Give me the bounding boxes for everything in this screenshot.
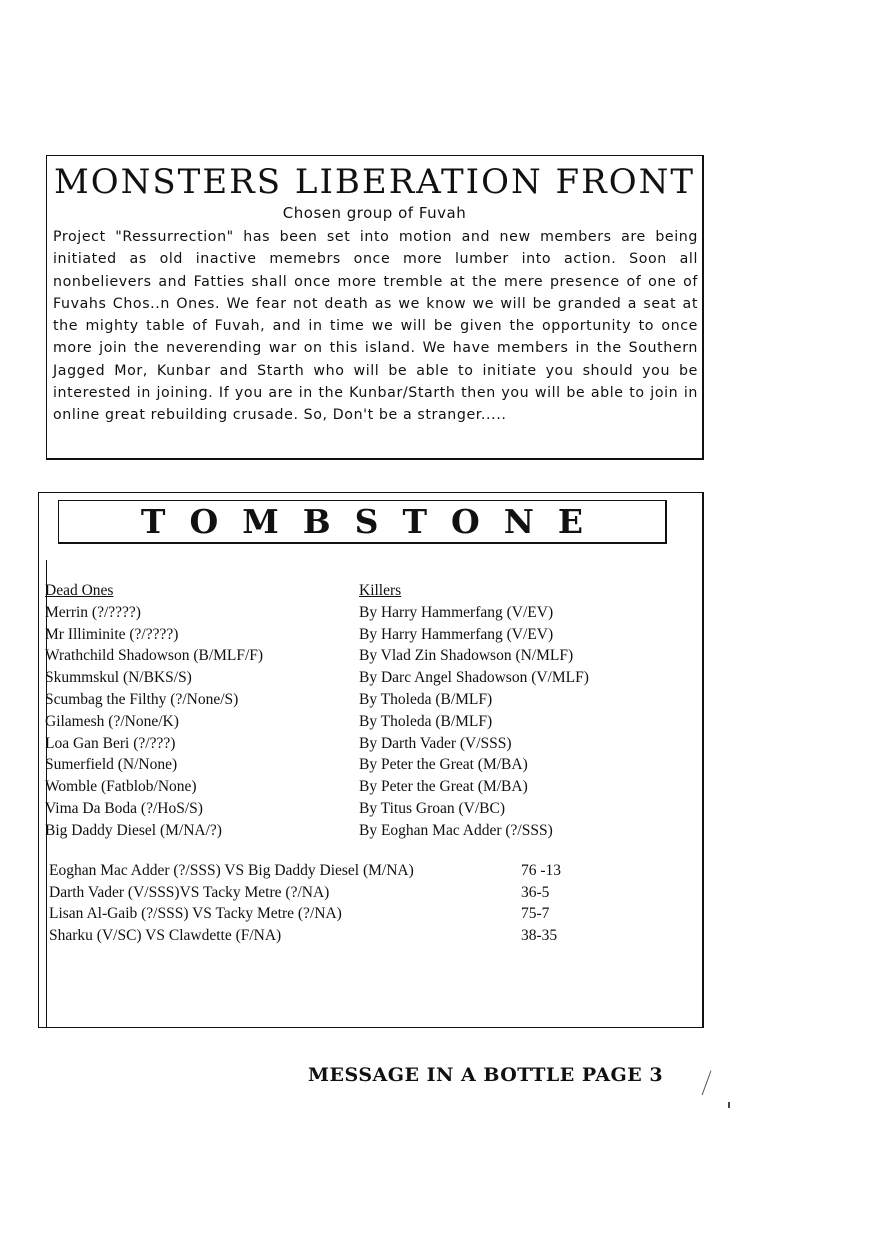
bout-score: 36-5 — [521, 883, 550, 901]
killer-entry: By Harry Hammerfang (V/EV) — [359, 625, 554, 643]
killer-entry: By Tholeda (B/MLF) — [359, 712, 493, 730]
killers-column — [359, 580, 589, 842]
bout-score: 75-7 — [521, 905, 550, 922]
bout-description: Sharku (V/SC) VS Clawdette (F/NA) — [49, 926, 282, 944]
dead-entry: Merrin (?/????) — [45, 603, 141, 621]
killer-entry: By Peter the Great (M/BA) — [359, 756, 528, 774]
bout-score: 76 -13 — [521, 862, 562, 879]
dead-entry: Sumerfield (N/None) — [45, 756, 178, 774]
page-footer: MESSAGE IN A BOTTLE PAGE 3 — [308, 1064, 664, 1086]
bout-row — [49, 903, 561, 925]
scan-artifact-mark — [702, 1070, 713, 1095]
dead-entry: Wrathchild Shadowson (B/MLF/F) — [45, 647, 264, 665]
killer-entry: By Darc Angel Shadowson (V/MLF) — [359, 669, 589, 687]
killer-entry: By Titus Groan (V/BC) — [359, 799, 505, 817]
bout-description: Eoghan Mac Adder (?/SSS) VS Big Daddy Diesel (M/NA) — [49, 862, 414, 879]
bout-row — [49, 860, 561, 882]
dead-entry: Scumbag the Filthy (?/None/S) — [45, 690, 239, 708]
dead-entry: Gilamesh (?/None/K) — [45, 712, 179, 730]
dead-entry: Skummskul (N/BKS/S) — [45, 669, 192, 687]
killers-header: Killers — [359, 582, 402, 599]
mlf-notice-box — [46, 155, 704, 460]
bout-description: Lisan Al-Gaib (?/SSS) VS Tacky Metre (?/NA) — [49, 905, 342, 922]
dead-entry: Womble (Fatblob/None) — [45, 778, 197, 796]
dead-entry: Mr Illiminite (?/????) — [45, 625, 179, 643]
bout-row — [49, 925, 561, 947]
mlf-subtitle: Chosen group of Fuvah — [282, 204, 467, 222]
killer-entry: By Darth Vader (V/SSS) — [359, 734, 512, 752]
tombstone-header — [58, 500, 667, 544]
tombstone-inner-frame — [46, 1000, 704, 1028]
dead-entry: Loa Gan Beri (?/???) — [45, 734, 176, 752]
scan-artifact-dot — [728, 1102, 730, 1108]
tombstone-title: TOMBSTONE — [140, 502, 608, 541]
bout-score: 38-35 — [521, 926, 558, 944]
dead-entry: Big Daddy Diesel (M/NA/?) — [45, 821, 222, 839]
mlf-title: MONSTERS LIBERATION FRONT — [53, 162, 696, 202]
dead-ones-column — [45, 580, 263, 842]
killer-entry: By Harry Hammerfang (V/EV) — [359, 603, 554, 621]
dead-entry: Vima Da Boda (?/HoS/S) — [45, 799, 203, 817]
killer-entry: By Vlad Zin Shadowson (N/MLF) — [359, 647, 574, 665]
killer-entry: By Peter the Great (M/BA) — [359, 778, 528, 796]
mlf-body-text: Project "Ressurrection" has been set into motion and new members are being initiated as old inactive memebrs once more lumber into action. Soon all nonbelievers and Fatties shall once more tremble at the mere presence of one of Fuvahs Chos..n Ones. We fear not death as we know we will be granded a seat at the mighty table of Fuvah, and in time we will be given the opportunity to once more join the neverending war on this island. We have members in the Southern Jagged Mor, Kunbar and Starth who will be able to initiate you should you be interested in joining. If you are in the Kunbar/Starth then you will be able to join in online great rebuilding crusade. So, Don't be a stranger..... — [53, 229, 698, 424]
killer-entry: By Eoghan Mac Adder (?/SSS) — [359, 821, 553, 839]
bout-results — [49, 860, 561, 946]
dead-ones-header: Dead Ones — [45, 582, 114, 599]
bout-row — [49, 882, 561, 904]
bout-description: Darth Vader (V/SSS)VS Tacky Metre (?/NA) — [49, 883, 330, 901]
killer-entry: By Tholeda (B/MLF) — [359, 690, 493, 708]
